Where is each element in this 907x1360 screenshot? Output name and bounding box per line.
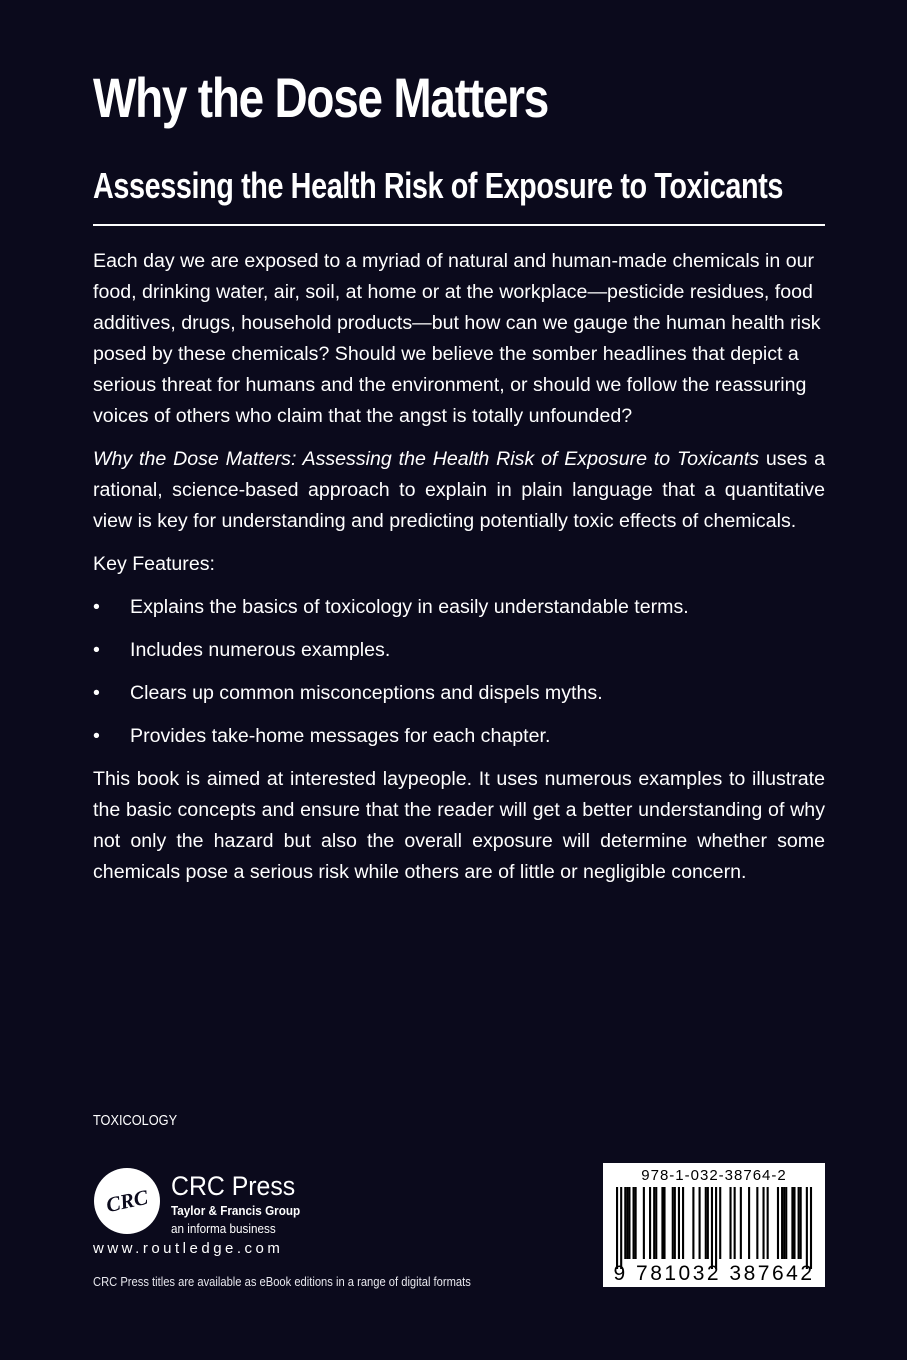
barcode-bar bbox=[655, 1187, 657, 1259]
barcode-bar bbox=[777, 1187, 779, 1259]
barcode-bar bbox=[626, 1187, 628, 1259]
barcode-bar bbox=[806, 1187, 808, 1269]
barcode-bar bbox=[729, 1187, 731, 1259]
barcode-bar bbox=[633, 1187, 635, 1259]
book-subtitle: Assessing the Health Risk of Exposure to Toxicants bbox=[93, 165, 784, 206]
barcode-bar bbox=[699, 1187, 701, 1259]
feature-item bbox=[93, 592, 825, 623]
barcode-bar bbox=[616, 1187, 618, 1269]
feature-text: Includes numerous examples. bbox=[130, 639, 391, 661]
ean-number: 9 781032 387642 bbox=[613, 1262, 815, 1285]
logo-text: CRC bbox=[103, 1184, 151, 1218]
barcode-bar bbox=[643, 1187, 645, 1259]
isbn-number: 978-1-032-38764-2 bbox=[641, 1167, 787, 1184]
publisher-group: Taylor & Francis Group bbox=[171, 1203, 301, 1218]
barcode-bar bbox=[707, 1187, 709, 1259]
feature-item bbox=[93, 678, 825, 709]
description-paragraph-2 bbox=[93, 444, 825, 537]
barcode-bar bbox=[783, 1187, 785, 1259]
barcode-bar bbox=[649, 1187, 651, 1259]
barcode-bar bbox=[798, 1187, 800, 1259]
barcode-bar bbox=[719, 1187, 721, 1259]
key-features-label: Key Features: bbox=[93, 553, 215, 575]
barcode-bar bbox=[715, 1187, 717, 1269]
bullet-icon: • bbox=[93, 639, 100, 661]
barcode-bar bbox=[800, 1187, 802, 1259]
barcode-bar bbox=[678, 1187, 680, 1259]
barcode-bar bbox=[628, 1187, 630, 1259]
barcode-bar bbox=[692, 1187, 694, 1259]
barcode-bar bbox=[674, 1187, 676, 1259]
publisher-business: an informa business bbox=[171, 1221, 276, 1236]
barcode-bar bbox=[740, 1187, 742, 1259]
barcode-bar bbox=[767, 1187, 769, 1259]
feature-text: Explains the basics of toxicology in easily understandable terms. bbox=[130, 596, 689, 618]
barcode-bar bbox=[653, 1187, 655, 1259]
barcode-bar bbox=[810, 1187, 812, 1269]
barcode-bar bbox=[682, 1187, 684, 1259]
subject-category: TOXICOLOGY bbox=[93, 1112, 178, 1129]
barcode-bar bbox=[711, 1187, 713, 1269]
publisher-name: CRC Press bbox=[171, 1171, 296, 1201]
ebook-availability-note: CRC Press titles are available as eBook editions in a range of digital formats bbox=[93, 1274, 471, 1289]
barcode-bar bbox=[748, 1187, 750, 1259]
bullet-icon: • bbox=[93, 682, 100, 704]
barcode-bar bbox=[620, 1187, 622, 1269]
description-paragraph-2-text: uses a rational, science-based approach to explain in plain language that a quantitative view is key for understanding and predicting potentially toxic effects of chemicals. bbox=[93, 448, 825, 532]
barcode-bar bbox=[661, 1187, 663, 1259]
barcode-bar bbox=[624, 1187, 626, 1259]
feature-item bbox=[93, 635, 825, 666]
barcode-bar bbox=[635, 1187, 637, 1259]
barcode-bar bbox=[762, 1187, 764, 1259]
publisher-block bbox=[171, 1170, 315, 1238]
barcode-bar bbox=[785, 1187, 787, 1259]
isbn-barcode bbox=[603, 1163, 825, 1287]
description-paragraph-3: This book is aimed at interested laypeople. It uses numerous examples to illustrate the basic concepts and ensure that the reader will get a better understanding of why not only the hazard but also the overall exposure will determine whether some chemicals pose a serious risk while others are of little or negligible concern. bbox=[93, 768, 825, 883]
back-cover-description bbox=[93, 246, 825, 900]
key-features-list bbox=[93, 592, 825, 752]
feature-text: Clears up common misconceptions and dispels myths. bbox=[130, 682, 603, 704]
barcode-bar bbox=[791, 1187, 793, 1259]
barcode-bar bbox=[672, 1187, 674, 1259]
crc-press-logo bbox=[93, 1167, 161, 1235]
barcode-bar bbox=[793, 1187, 795, 1259]
book-title-reference: Why the Dose Matters: Assessing the Health Risk of Exposure to Toxicants bbox=[93, 448, 760, 470]
title-divider bbox=[93, 224, 825, 226]
publisher-website[interactable]: www.routledge.com bbox=[93, 1240, 284, 1257]
feature-item bbox=[93, 721, 825, 752]
bullet-icon: • bbox=[93, 725, 100, 747]
barcode-bars bbox=[612, 1187, 816, 1269]
description-paragraph-1: Each day we are exposed to a myriad of natural and human-made chemicals in our food, drinking water, air, soil, at home or at the workplace—pesticide residues, food additives, drugs, household products—but how can we gauge the human health risk posed by these chemicals? Should we believe the somber headlines that depict a serious threat for humans and the environment, or should we follow the reassuring voices of others who claim that the angst is totally unfounded? bbox=[93, 250, 821, 427]
book-title: Why the Dose Matters bbox=[93, 66, 549, 129]
barcode-bar bbox=[781, 1187, 783, 1259]
barcode-bar bbox=[663, 1187, 665, 1259]
barcode-bar bbox=[705, 1187, 707, 1259]
barcode-bar bbox=[756, 1187, 758, 1259]
bullet-icon: • bbox=[93, 596, 100, 618]
feature-text: Provides take-home messages for each chapter. bbox=[130, 725, 551, 747]
barcode-bar bbox=[734, 1187, 736, 1259]
